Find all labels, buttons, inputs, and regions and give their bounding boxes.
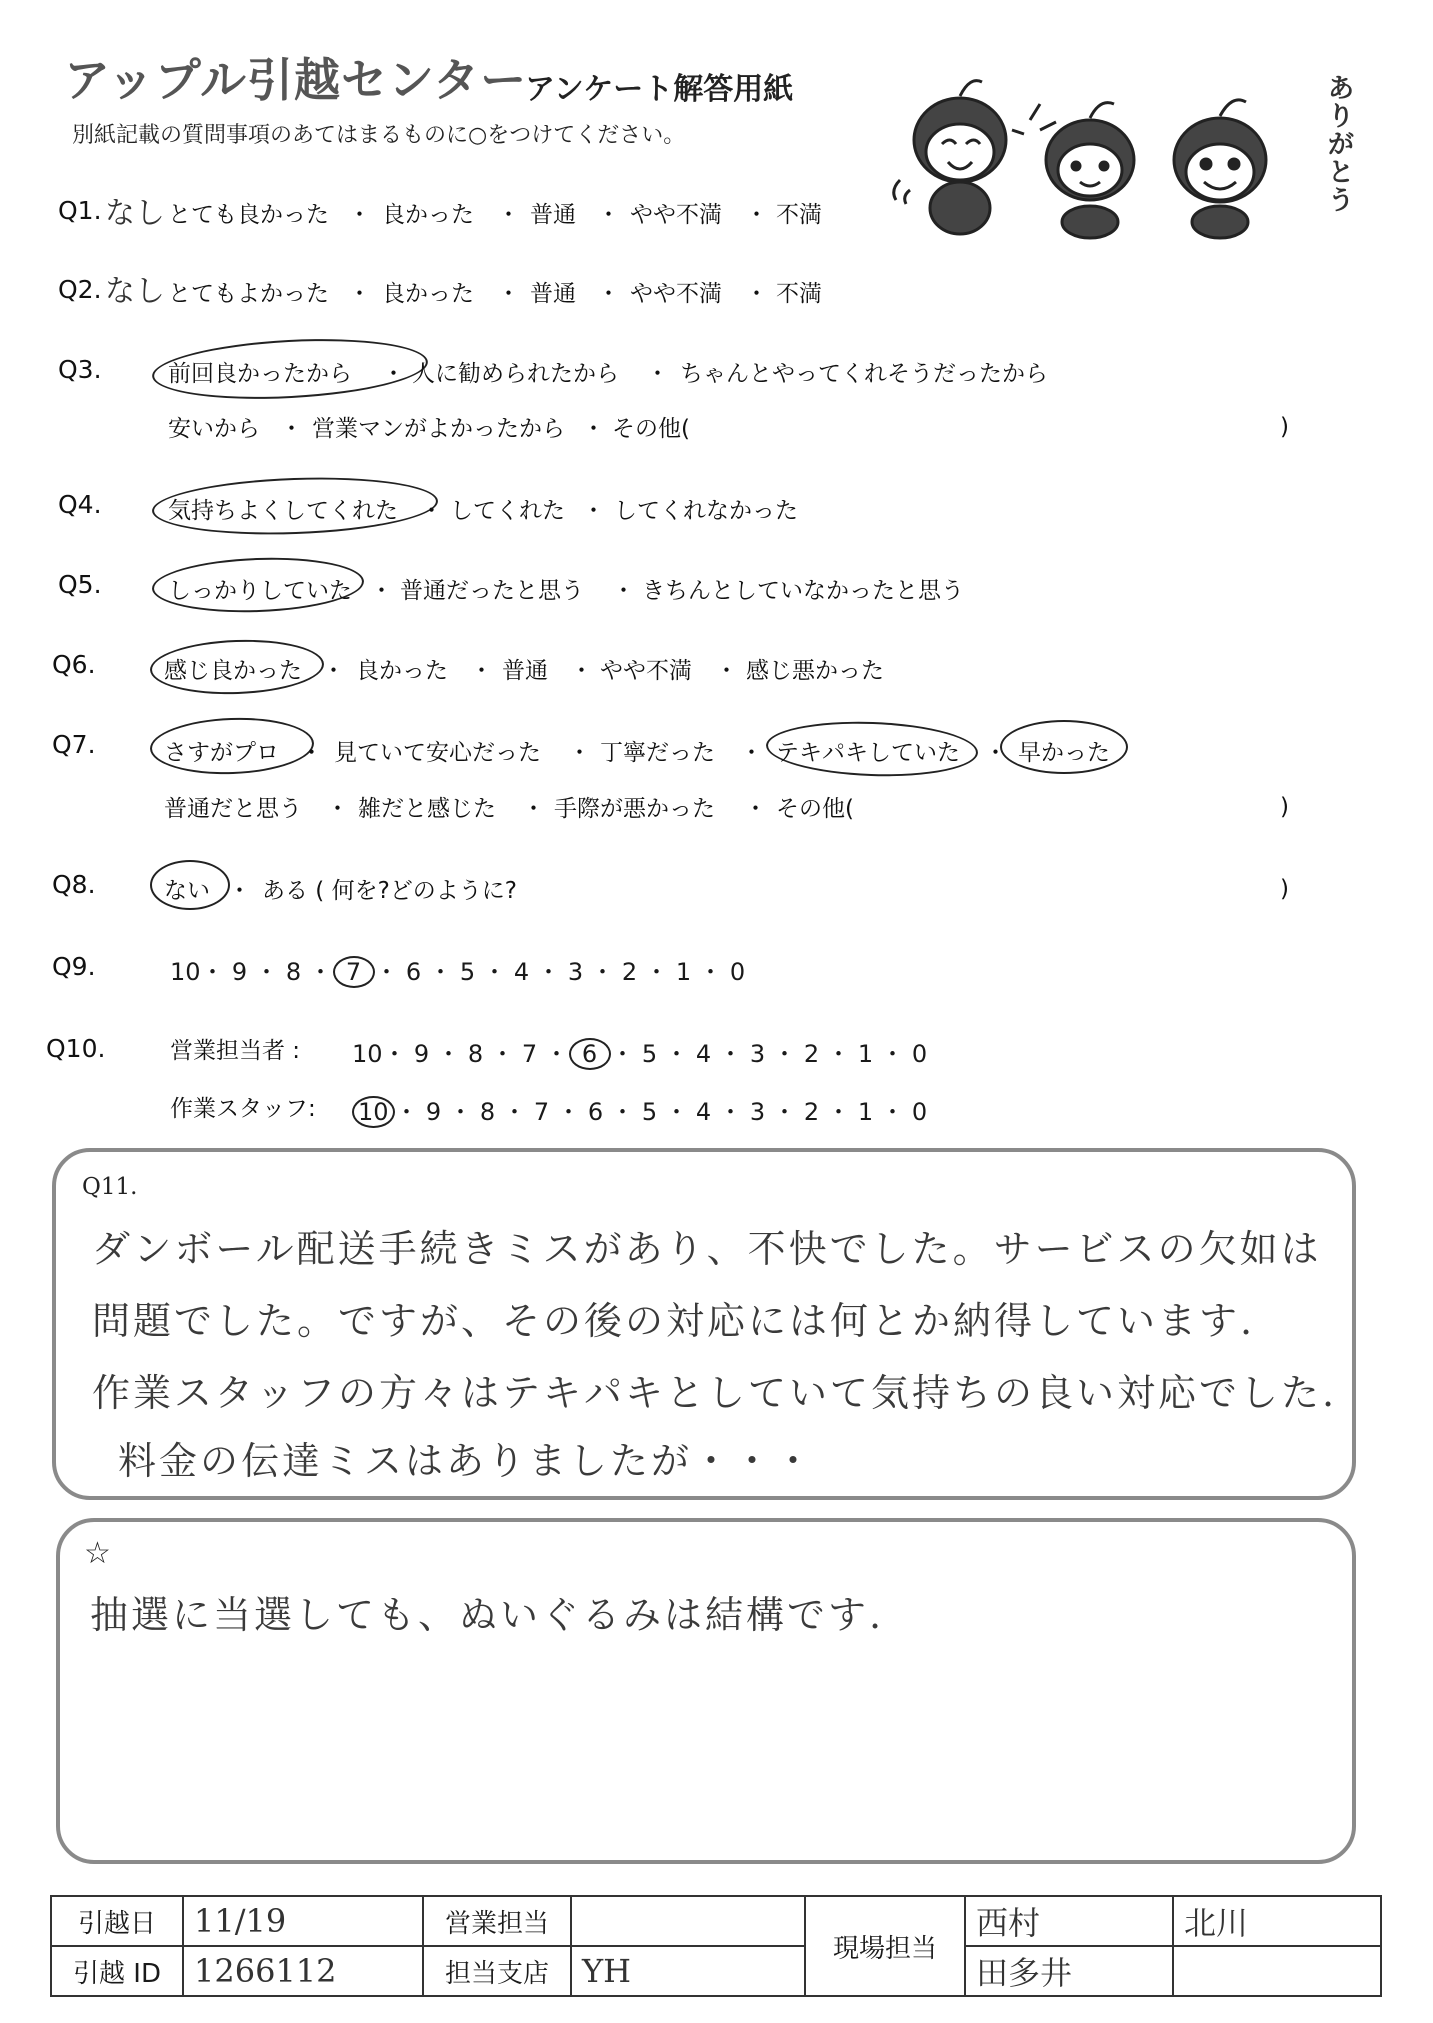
q9-scale-value[interactable]: 10 bbox=[170, 958, 201, 986]
q9-scale-value[interactable]: 5 bbox=[459, 958, 476, 986]
separator: ・ bbox=[308, 958, 333, 986]
q7-option[interactable]: 丁寧だった bbox=[600, 740, 715, 766]
q8-close-paren: ) bbox=[1280, 876, 1289, 902]
q4-label: Q4. bbox=[58, 490, 102, 519]
sales-rep-value[interactable] bbox=[571, 1896, 805, 1946]
move-id-value[interactable]: 1266112 bbox=[183, 1946, 423, 1996]
q11-comment-line: 問題でした。ですが、その後の対応には何とか納得しています. bbox=[92, 1299, 1256, 1343]
q7-option[interactable]: 普通だと思う bbox=[164, 796, 302, 822]
q2-label: Q2. bbox=[58, 275, 102, 304]
onsite-staff[interactable]: 田多井 bbox=[965, 1946, 1173, 1996]
separator: ・ bbox=[482, 958, 507, 986]
separator: ・ bbox=[880, 1040, 905, 1068]
q2-option[interactable]: 不満 bbox=[776, 281, 822, 307]
q2-option[interactable]: 普通 bbox=[530, 281, 576, 307]
q11-comment-line: 料金の伝達ミスはありましたが・・・ bbox=[118, 1439, 816, 1483]
q11-comment-line: ダンボール配送手続きミスがあり、不快でした。サービスの欠如は bbox=[92, 1227, 1322, 1271]
move-id-label: 引越 ID bbox=[51, 1946, 183, 1996]
star-comment-box[interactable] bbox=[56, 1518, 1356, 1864]
q10-staff-scale bbox=[352, 1092, 935, 1128]
q6-option[interactable]: 良かった bbox=[356, 658, 448, 684]
q11-label: Q11. bbox=[82, 1174, 138, 1200]
q9-scale bbox=[170, 952, 753, 988]
q9-scale-value[interactable]: 1 bbox=[675, 958, 692, 986]
separator: ・ bbox=[772, 1040, 797, 1068]
q2-option[interactable]: 良かった bbox=[382, 281, 474, 307]
onsite-staff[interactable] bbox=[1173, 1946, 1381, 1996]
q9-scale-value[interactable]: 8 bbox=[285, 958, 302, 986]
footer-info-table bbox=[50, 1895, 1382, 1997]
star-comment-line: 抽選に当選しても、ぬいぐるみは結構です. bbox=[90, 1593, 885, 1637]
q1-option[interactable]: とても良かった bbox=[168, 202, 329, 228]
q10-staff-value[interactable]: 8 bbox=[479, 1098, 496, 1126]
mascot-caption: ありがとう bbox=[1328, 74, 1355, 216]
mascot-illustration bbox=[880, 60, 1360, 240]
separator: ・ bbox=[826, 1098, 851, 1126]
q1-label: Q1. bbox=[58, 196, 102, 225]
q4-option[interactable]: してくれなかった bbox=[614, 498, 798, 524]
q10-sales-value[interactable]: 4 bbox=[695, 1040, 712, 1068]
q9-label: Q9. bbox=[52, 952, 96, 981]
q5-option[interactable]: 普通だったと思う bbox=[400, 578, 584, 604]
separator: ・ bbox=[664, 1040, 689, 1068]
separator: ・ bbox=[880, 1098, 905, 1126]
separator: ・ bbox=[448, 1098, 473, 1126]
q4-option[interactable]: してくれた bbox=[450, 498, 565, 524]
q10-staff-value[interactable]: 1 bbox=[857, 1098, 874, 1126]
separator: ・ bbox=[374, 958, 399, 986]
separator: ・ bbox=[544, 1040, 569, 1068]
instructions: 別紙記載の質問事項のあてはまるものに○をつけてください。 bbox=[72, 123, 686, 148]
move-date-value[interactable]: 11/19 bbox=[183, 1896, 423, 1946]
separator: ・ bbox=[382, 1040, 407, 1068]
q5-option[interactable]: きちんとしていなかったと思う bbox=[642, 578, 964, 604]
separator: ・ bbox=[610, 1040, 635, 1068]
q3-close-paren: ) bbox=[1280, 414, 1289, 440]
q10-staff-value[interactable]: 6 bbox=[587, 1098, 604, 1126]
q6-option[interactable]: やや不満 bbox=[600, 658, 692, 684]
separator: ・ bbox=[502, 1098, 527, 1126]
q10-sales-value[interactable]: 8 bbox=[467, 1040, 484, 1068]
q11-comment-line: 作業スタッフの方々はテキパキとしていて気持ちの良い対応でした. bbox=[92, 1371, 1338, 1415]
q7-option[interactable]: 手際が悪かった bbox=[554, 796, 715, 822]
separator: ・ bbox=[718, 1098, 743, 1126]
q6-option[interactable]: 感じ良かった bbox=[164, 658, 302, 684]
q10-staff-value[interactable]: 3 bbox=[749, 1098, 766, 1126]
star-icon: ☆ bbox=[84, 1536, 111, 1571]
q10-staff-value[interactable]: 2 bbox=[803, 1098, 820, 1126]
separator: ・ bbox=[826, 1040, 851, 1068]
q5-option[interactable]: しっかりしていた bbox=[168, 578, 352, 604]
separator: ・ bbox=[664, 1098, 689, 1126]
q9-scale-value[interactable]: 0 bbox=[729, 958, 746, 986]
q7-option[interactable]: その他( bbox=[776, 796, 854, 822]
q3-option[interactable]: 安いから bbox=[168, 416, 260, 442]
q1-handwritten: なし bbox=[105, 196, 165, 231]
q8-option[interactable]: ある ( 何を?どのように? bbox=[262, 878, 518, 904]
q3-option[interactable]: 営業マンがよかったから bbox=[312, 416, 565, 442]
q10-sales-value[interactable]: 3 bbox=[749, 1040, 766, 1068]
separator: ・ bbox=[644, 958, 669, 986]
q10-staff-value[interactable]: 4 bbox=[695, 1098, 712, 1126]
separator: ・ bbox=[772, 1098, 797, 1126]
q10-staff-selected-value[interactable]: 10 bbox=[352, 1096, 395, 1128]
q2-option[interactable]: とてもよかった bbox=[168, 281, 329, 307]
q9-scale-value[interactable]: 2 bbox=[621, 958, 638, 986]
q7-option[interactable]: 雑だと感じた bbox=[358, 796, 496, 822]
separator: ・ bbox=[610, 1098, 635, 1126]
q10-sales-value[interactable]: 5 bbox=[641, 1040, 658, 1068]
q1-option[interactable]: 普通 bbox=[530, 202, 576, 228]
q9-scale-value[interactable]: 9 bbox=[231, 958, 248, 986]
separator: ・ bbox=[536, 958, 561, 986]
q10-sales-value[interactable]: 10 bbox=[352, 1040, 383, 1068]
q10-sales-selected-value[interactable]: 6 bbox=[569, 1038, 611, 1070]
separator: ・ bbox=[254, 958, 279, 986]
separator: ・ bbox=[590, 958, 615, 986]
brand-title: アップル引越センター bbox=[64, 53, 528, 107]
separator: ・ bbox=[428, 958, 453, 986]
q3-option[interactable]: 前回良かったから bbox=[168, 361, 352, 387]
q9-scale-selected-value[interactable]: 7 bbox=[333, 956, 375, 988]
q10-sales-value[interactable]: 0 bbox=[911, 1040, 928, 1068]
q9-scale-value[interactable]: 3 bbox=[567, 958, 584, 986]
separator: ・ bbox=[394, 1098, 419, 1126]
q10-sales-value[interactable]: 9 bbox=[413, 1040, 430, 1068]
q4-option[interactable]: 気持ちよくしてくれた bbox=[168, 498, 398, 524]
q10-sales-label: 営業担当者 : bbox=[170, 1038, 301, 1064]
q10-staff-value[interactable]: 9 bbox=[425, 1098, 442, 1126]
q2-option[interactable]: やや不満 bbox=[630, 281, 722, 307]
q8-option[interactable]: ない bbox=[164, 878, 210, 904]
monkey-mascot-right bbox=[1174, 100, 1266, 238]
q10-sales-value[interactable]: 1 bbox=[857, 1040, 874, 1068]
form-subtitle: アンケート解答用紙 bbox=[525, 72, 794, 107]
q11-comment-box[interactable] bbox=[52, 1148, 1356, 1500]
q3-option[interactable]: ちゃんとやってくれそうだったから bbox=[680, 361, 1048, 387]
q2-handwritten: なし bbox=[105, 274, 165, 309]
separator: ・ bbox=[490, 1040, 515, 1068]
q1-option[interactable]: 良かった bbox=[382, 202, 474, 228]
q8-label: Q8. bbox=[52, 870, 96, 899]
q7-option[interactable]: 見ていて安心だった bbox=[334, 740, 541, 766]
q7-option[interactable]: テキパキしていた bbox=[776, 740, 960, 766]
sales-rep-label: 営業担当 bbox=[423, 1896, 571, 1946]
q5-label: Q5. bbox=[58, 570, 102, 599]
q9-scale-value[interactable]: 4 bbox=[513, 958, 530, 986]
monkey-mascot-left bbox=[894, 81, 1006, 234]
branch-label: 担当支店 bbox=[423, 1946, 571, 1996]
onsite-staff[interactable]: 西村 bbox=[965, 1896, 1173, 1946]
q10-staff-value[interactable]: 5 bbox=[641, 1098, 658, 1126]
onsite-label: 現場担当 bbox=[805, 1896, 965, 1996]
q7-option[interactable]: 早かった bbox=[1018, 740, 1110, 766]
q7-label: Q7. bbox=[52, 730, 96, 759]
separator: ・ bbox=[200, 958, 225, 986]
q10-staff-value[interactable]: 7 bbox=[533, 1098, 550, 1126]
monkey-mascot-middle bbox=[1012, 103, 1134, 238]
q7-close-paren: ) bbox=[1280, 794, 1289, 820]
q10-staff-value[interactable]: 0 bbox=[911, 1098, 928, 1126]
q10-label: Q10. bbox=[46, 1034, 106, 1063]
separator: ・ bbox=[556, 1098, 581, 1126]
q6-label: Q6. bbox=[52, 650, 96, 679]
q10-sales-scale bbox=[352, 1034, 935, 1070]
q3-label: Q3. bbox=[58, 355, 102, 384]
q3-option[interactable]: その他( bbox=[612, 416, 690, 442]
onsite-staff[interactable]: 北川 bbox=[1173, 1896, 1381, 1946]
q3-option[interactable]: 人に勧められたから bbox=[412, 361, 619, 387]
separator: ・ bbox=[718, 1040, 743, 1068]
separator: ・ bbox=[698, 958, 723, 986]
q6-option[interactable]: 感じ悪かった bbox=[746, 658, 884, 684]
q6-option[interactable]: 普通 bbox=[502, 658, 548, 684]
q10-sales-value[interactable]: 2 bbox=[803, 1040, 820, 1068]
branch-value[interactable]: YH bbox=[571, 1946, 805, 1996]
q9-scale-value[interactable]: 6 bbox=[405, 958, 422, 986]
move-date-label: 引越日 bbox=[51, 1896, 183, 1946]
q10-sales-value[interactable]: 7 bbox=[521, 1040, 538, 1068]
q1-option[interactable]: 不満 bbox=[776, 202, 822, 228]
q1-option[interactable]: やや不満 bbox=[630, 202, 722, 228]
q7-option[interactable]: さすがプロ bbox=[164, 740, 279, 766]
separator: ・ bbox=[436, 1040, 461, 1068]
q10-staff-label: 作業スタッフ: bbox=[170, 1096, 316, 1122]
